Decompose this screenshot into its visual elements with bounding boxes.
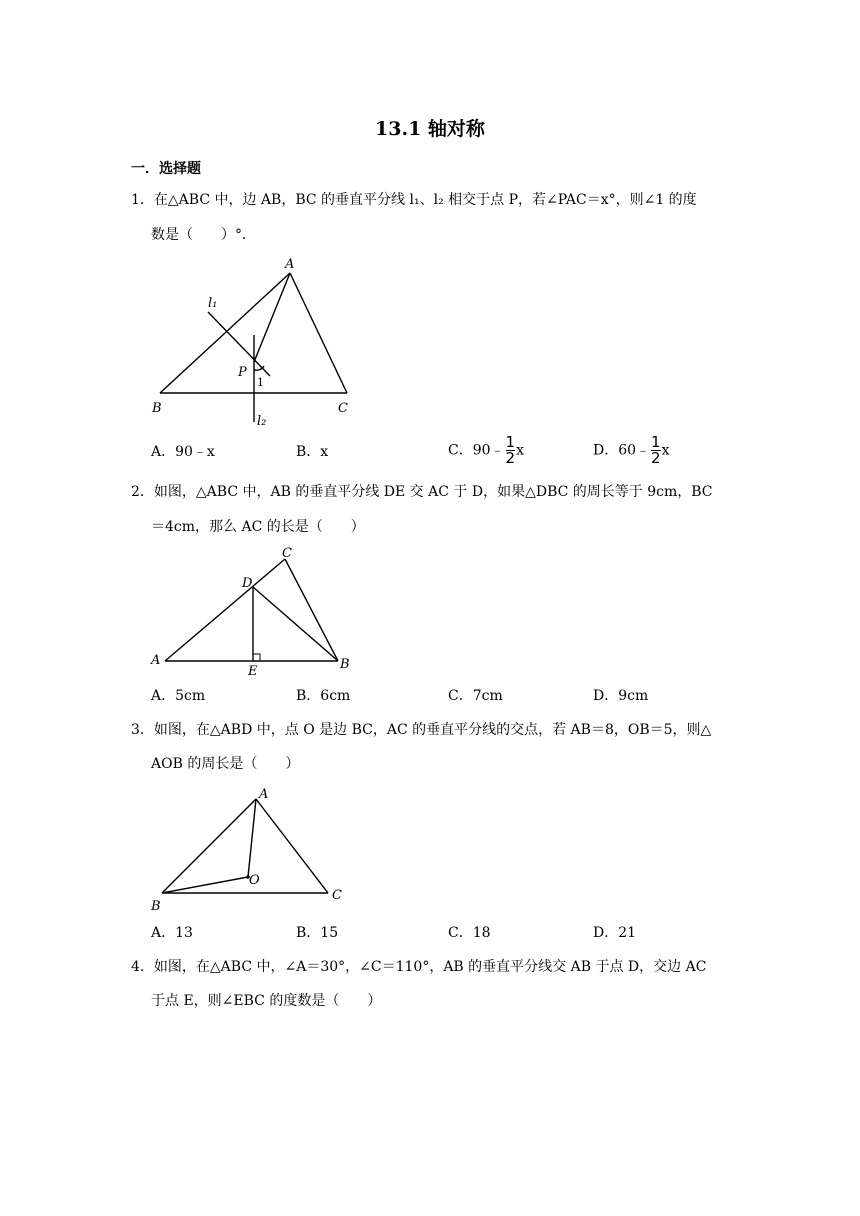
question-2-line-1: 2．如图，△ABC 中，AB 的垂直平分线 DE 交 AC 于 D，如果△DBC 的周长等于 9cm，BC [131,484,713,500]
q1-label-p: P [238,365,247,380]
q2-option-b: B．6cm [296,688,351,704]
q3-label-b: B [151,899,161,914]
q1-label-l1: l₁ [208,296,218,311]
q1-option-b: B．x [296,444,329,460]
question-3-line-2: AOB 的周长是（ ） [151,756,300,772]
q2-option-d: D．9cm [593,688,649,704]
figure-3 [145,780,365,915]
question-1-line-2: 数是（ ）°． [151,227,256,243]
q1-label-a: A [285,257,295,272]
q1-option-d: D．60﹣ $\frac{1}{2}$ x [593,433,670,467]
q2-label-c: C [282,546,292,561]
q3-option-c: C．18 [448,925,491,941]
figure-1 [145,250,365,430]
q1-option-c: C．90﹣ $\frac{1}{2}$ x [448,433,524,467]
q3-option-d: D．21 [593,925,637,941]
q1-label-b: B [152,401,162,416]
q1-option-a: A．90﹣x [151,444,215,460]
q2-label-b: B [340,657,350,672]
q2-label-d: D [242,576,253,591]
q1-label-c: C [338,401,348,416]
question-2-line-2: ＝4cm，那么 AC 的长是（ ） [151,519,365,535]
q3-label-a: A [259,787,269,802]
figure-2 [145,540,365,680]
section-heading: 一．选择题 [131,161,201,177]
question-4-line-1: 4．如图，在△ABC 中，∠A＝30°，∠C＝110°，AB 的垂直平分线交 AB 于点 D，交边 AC [131,959,707,975]
question-3-line-1: 3．如图，在△ABD 中，点 O 是边 BC，AC 的垂直平分线的交点，若 AB＝8，OB＝5，则△ [131,722,712,738]
q1-label-l2: l₂ [257,414,267,429]
q3-option-a: A．13 [151,925,193,941]
question-1-line-1: 1．在△ABC 中，边 AB，BC 的垂直平分线 l₁、l₂ 相交于点 P，若∠PAC＝x°，则∠1 的度 [131,192,697,208]
page-title: 13.1 轴对称 [375,118,485,140]
q3-label-o: O [249,873,260,888]
q2-option-a: A．5cm [151,688,206,704]
q3-label-c: C [332,888,342,903]
q2-label-a: A [151,653,161,668]
q2-label-e: E [248,664,258,679]
q3-option-b: B．15 [296,925,339,941]
q1-label-angle-1: 1 [257,376,264,389]
q2-option-c: C．7cm [448,688,503,704]
question-4-line-2: 于点 E，则∠EBC 的度数是（ ） [151,993,382,1009]
